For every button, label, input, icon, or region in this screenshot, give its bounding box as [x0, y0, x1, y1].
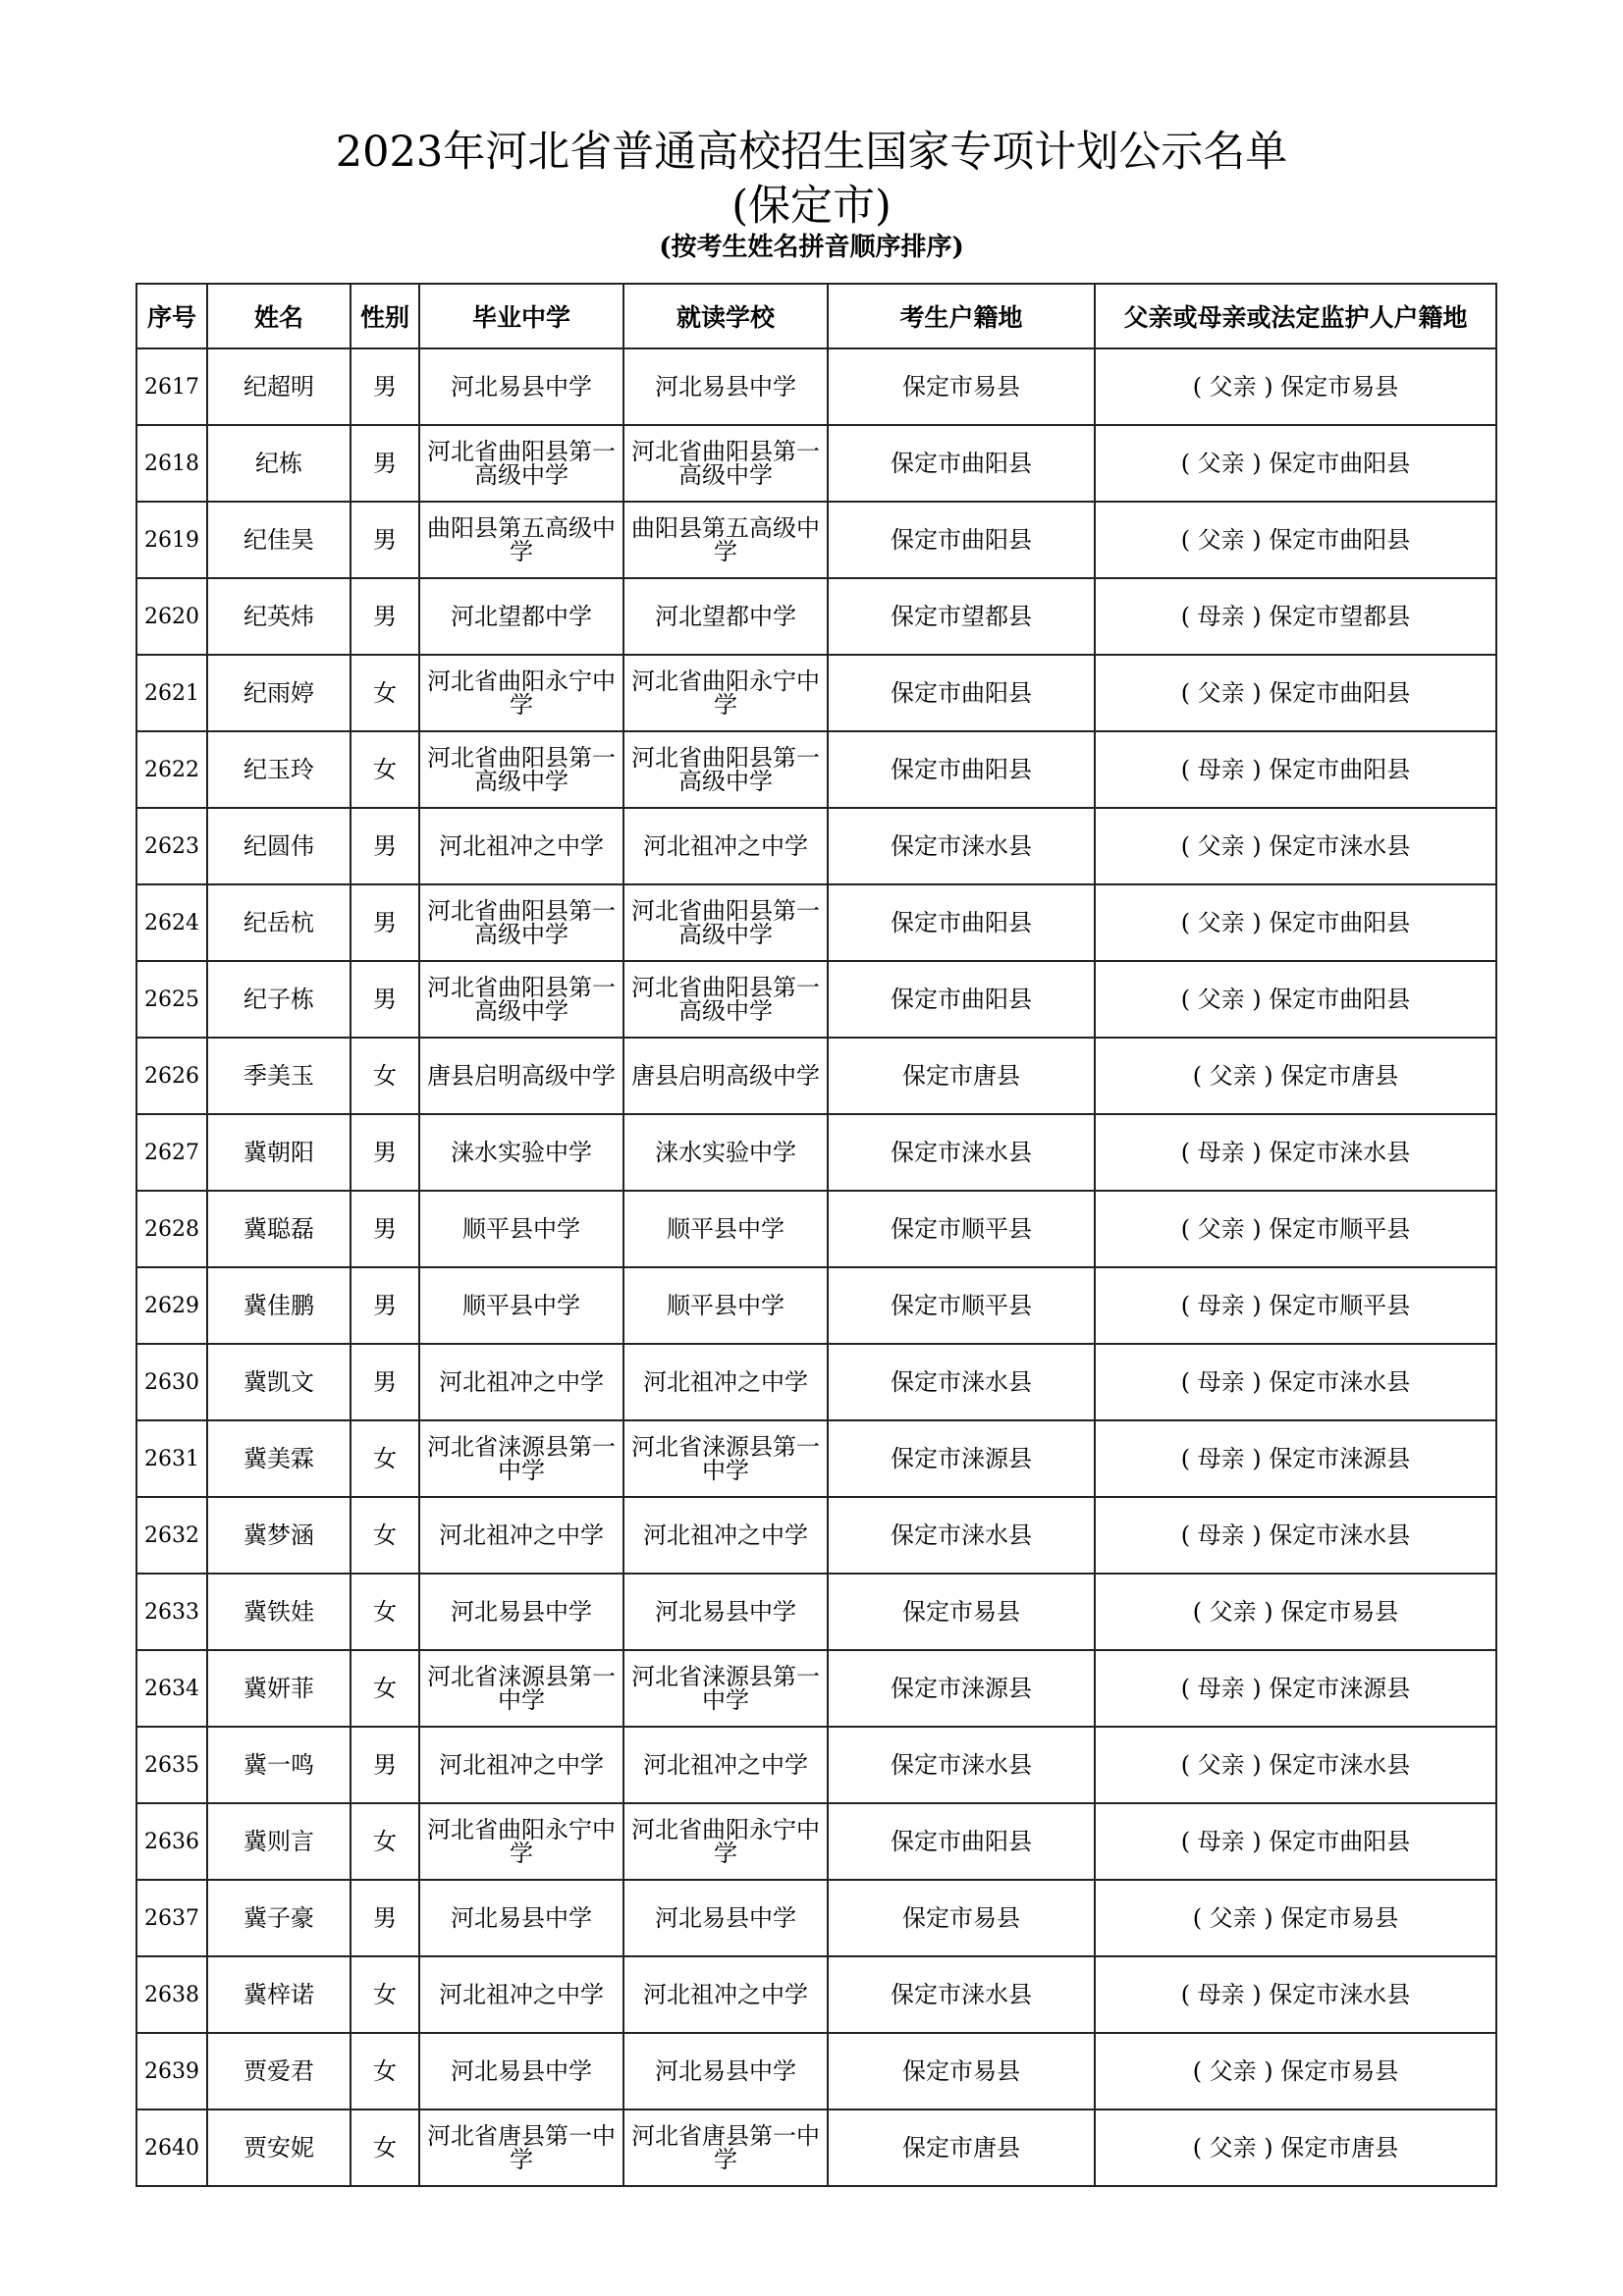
cell-gender: 女 — [351, 2109, 419, 2186]
cell-gender: 女 — [351, 731, 419, 808]
cell-name: 纪超明 — [207, 348, 351, 425]
cell-guardian-household: ( 父亲 ) 保定市易县 — [1095, 1574, 1496, 1650]
cell-student-household: 保定市易县 — [828, 1574, 1095, 1650]
cell-current-school: 河北祖冲之中学 — [623, 1956, 828, 2033]
cell-gender: 男 — [351, 884, 419, 961]
cell-current-school: 河北省唐县第一中学 — [623, 2109, 828, 2186]
cell-index: 2620 — [136, 578, 207, 655]
cell-current-school: 河北祖冲之中学 — [623, 1344, 828, 1420]
cell-name: 纪英炜 — [207, 578, 351, 655]
cell-index: 2640 — [136, 2109, 207, 2186]
table-row — [136, 1803, 1496, 1880]
cell-index: 2637 — [136, 1880, 207, 1956]
cell-index: 2628 — [136, 1191, 207, 1267]
cell-index: 2618 — [136, 425, 207, 502]
cell-student-household: 保定市曲阳县 — [828, 425, 1095, 502]
cell-guardian-household: ( 母亲 ) 保定市涞水县 — [1095, 1114, 1496, 1191]
table-row — [136, 1650, 1496, 1727]
cell-guardian-household: ( 父亲 ) 保定市易县 — [1095, 2033, 1496, 2109]
cell-student-household: 保定市唐县 — [828, 1038, 1095, 1114]
cell-guardian-household: ( 母亲 ) 保定市曲阳县 — [1095, 731, 1496, 808]
table-row — [136, 1574, 1496, 1650]
cell-current-school: 河北易县中学 — [623, 1880, 828, 1956]
cell-student-household: 保定市望都县 — [828, 578, 1095, 655]
cell-name: 季美玉 — [207, 1038, 351, 1114]
cell-student-household: 保定市顺平县 — [828, 1191, 1095, 1267]
cell-gender: 女 — [351, 1650, 419, 1727]
cell-graduation-school: 河北省曲阳县第一高级中学 — [419, 884, 623, 961]
cell-current-school: 河北祖冲之中学 — [623, 1727, 828, 1803]
cell-guardian-household: ( 父亲 ) 保定市曲阳县 — [1095, 884, 1496, 961]
cell-gender: 男 — [351, 502, 419, 578]
table-row — [136, 2109, 1496, 2186]
table-row — [136, 884, 1496, 961]
cell-graduation-school: 河北祖冲之中学 — [419, 1727, 623, 1803]
cell-index: 2626 — [136, 1038, 207, 1114]
cell-guardian-household: ( 父亲 ) 保定市易县 — [1095, 348, 1496, 425]
header-graduation-school: 毕业中学 — [419, 284, 623, 348]
cell-index: 2636 — [136, 1803, 207, 1880]
cell-guardian-household: ( 母亲 ) 保定市涞源县 — [1095, 1420, 1496, 1497]
table-row — [136, 961, 1496, 1038]
cell-student-household: 保定市涞水县 — [828, 1344, 1095, 1420]
cell-current-school: 河北望都中学 — [623, 578, 828, 655]
cell-graduation-school: 河北祖冲之中学 — [419, 808, 623, 884]
cell-graduation-school: 曲阳县第五高级中学 — [419, 502, 623, 578]
cell-index: 2635 — [136, 1727, 207, 1803]
cell-name: 冀聪磊 — [207, 1191, 351, 1267]
cell-index: 2623 — [136, 808, 207, 884]
cell-student-household: 保定市涞水县 — [828, 1727, 1095, 1803]
cell-gender: 男 — [351, 348, 419, 425]
table-body — [136, 348, 1496, 2186]
cell-student-household: 保定市曲阳县 — [828, 502, 1095, 578]
cell-student-household: 保定市唐县 — [828, 2109, 1095, 2186]
cell-current-school: 河北省曲阳县第一高级中学 — [623, 731, 828, 808]
cell-name: 冀梦涵 — [207, 1497, 351, 1574]
cell-gender: 女 — [351, 1497, 419, 1574]
cell-index: 2631 — [136, 1420, 207, 1497]
cell-name: 冀凯文 — [207, 1344, 351, 1420]
cell-guardian-household: ( 父亲 ) 保定市唐县 — [1095, 2109, 1496, 2186]
cell-name: 贾安妮 — [207, 2109, 351, 2186]
cell-guardian-household: ( 父亲 ) 保定市唐县 — [1095, 1038, 1496, 1114]
cell-student-household: 保定市易县 — [828, 1880, 1095, 1956]
cell-student-household: 保定市涞水县 — [828, 1956, 1095, 2033]
cell-index: 2622 — [136, 731, 207, 808]
cell-guardian-household: ( 父亲 ) 保定市曲阳县 — [1095, 655, 1496, 731]
cell-current-school: 河北易县中学 — [623, 348, 828, 425]
cell-guardian-household: ( 父亲 ) 保定市涞水县 — [1095, 808, 1496, 884]
cell-index: 2639 — [136, 2033, 207, 2109]
cell-gender: 男 — [351, 578, 419, 655]
cell-graduation-school: 河北祖冲之中学 — [419, 1344, 623, 1420]
cell-graduation-school: 河北易县中学 — [419, 1880, 623, 1956]
header-index: 序号 — [136, 284, 207, 348]
cell-graduation-school: 河北省曲阳县第一高级中学 — [419, 425, 623, 502]
cell-graduation-school: 河北省唐县第一中学 — [419, 2109, 623, 2186]
cell-guardian-household: ( 父亲 ) 保定市涞水县 — [1095, 1727, 1496, 1803]
cell-gender: 女 — [351, 1803, 419, 1880]
cell-index: 2627 — [136, 1114, 207, 1191]
cell-current-school: 河北省涞源县第一中学 — [623, 1650, 828, 1727]
cell-student-household: 保定市易县 — [828, 348, 1095, 425]
cell-name: 冀美霖 — [207, 1420, 351, 1497]
cell-current-school: 河北省曲阳县第一高级中学 — [623, 961, 828, 1038]
table-row — [136, 2033, 1496, 2109]
cell-guardian-household: ( 母亲 ) 保定市涞水县 — [1095, 1344, 1496, 1420]
cell-current-school: 河北省曲阳县第一高级中学 — [623, 884, 828, 961]
cell-gender: 男 — [351, 1727, 419, 1803]
cell-guardian-household: ( 父亲 ) 保定市曲阳县 — [1095, 961, 1496, 1038]
cell-gender: 男 — [351, 1267, 419, 1344]
cell-gender: 男 — [351, 1114, 419, 1191]
table-row — [136, 1727, 1496, 1803]
cell-gender: 女 — [351, 655, 419, 731]
cell-current-school: 唐县启明高级中学 — [623, 1038, 828, 1114]
cell-guardian-household: ( 母亲 ) 保定市涞水县 — [1095, 1497, 1496, 1574]
table-row — [136, 1880, 1496, 1956]
cell-name: 冀子豪 — [207, 1880, 351, 1956]
cell-gender: 女 — [351, 1038, 419, 1114]
cell-student-household: 保定市曲阳县 — [828, 1803, 1095, 1880]
cell-current-school: 顺平县中学 — [623, 1191, 828, 1267]
table-row — [136, 1956, 1496, 2033]
cell-guardian-household: ( 母亲 ) 保定市望都县 — [1095, 578, 1496, 655]
cell-current-school: 河北省曲阳县第一高级中学 — [623, 425, 828, 502]
cell-gender: 女 — [351, 1956, 419, 2033]
table-row — [136, 1038, 1496, 1114]
cell-name: 纪雨婷 — [207, 655, 351, 731]
table-row — [136, 731, 1496, 808]
cell-name: 冀铁娃 — [207, 1574, 351, 1650]
header-gender: 性别 — [351, 284, 419, 348]
cell-current-school: 河北省曲阳永宁中学 — [623, 1803, 828, 1880]
table-row — [136, 1191, 1496, 1267]
cell-graduation-school: 河北省曲阳永宁中学 — [419, 655, 623, 731]
cell-index: 2617 — [136, 348, 207, 425]
cell-gender: 男 — [351, 1191, 419, 1267]
cell-current-school: 河北祖冲之中学 — [623, 808, 828, 884]
cell-gender: 女 — [351, 1574, 419, 1650]
cell-current-school: 河北易县中学 — [623, 1574, 828, 1650]
cell-current-school: 顺平县中学 — [623, 1267, 828, 1344]
cell-student-household: 保定市涞源县 — [828, 1420, 1095, 1497]
cell-student-household: 保定市顺平县 — [828, 1267, 1095, 1344]
cell-gender: 男 — [351, 425, 419, 502]
cell-current-school: 河北省曲阳永宁中学 — [623, 655, 828, 731]
cell-graduation-school: 河北易县中学 — [419, 2033, 623, 2109]
cell-current-school: 河北省涞源县第一中学 — [623, 1420, 828, 1497]
cell-name: 纪子栋 — [207, 961, 351, 1038]
cell-graduation-school: 顺平县中学 — [419, 1191, 623, 1267]
cell-guardian-household: ( 母亲 ) 保定市顺平县 — [1095, 1267, 1496, 1344]
cell-index: 2633 — [136, 1574, 207, 1650]
document-subtitle: (保定市) — [731, 182, 892, 231]
cell-index: 2634 — [136, 1650, 207, 1727]
cell-student-household: 保定市涞水县 — [828, 1114, 1095, 1191]
cell-graduation-school: 河北省涞源县第一中学 — [419, 1650, 623, 1727]
table-row — [136, 1114, 1496, 1191]
table-row — [136, 1344, 1496, 1420]
table-row — [136, 425, 1496, 502]
table-row — [136, 1497, 1496, 1574]
cell-name: 纪圆伟 — [207, 808, 351, 884]
cell-name: 冀朝阳 — [207, 1114, 351, 1191]
cell-student-household: 保定市涞水县 — [828, 808, 1095, 884]
cell-student-household: 保定市涞水县 — [828, 1497, 1095, 1574]
cell-index: 2624 — [136, 884, 207, 961]
cell-gender: 女 — [351, 2033, 419, 2109]
table-row — [136, 348, 1496, 425]
cell-current-school: 河北祖冲之中学 — [623, 1497, 828, 1574]
cell-graduation-school: 河北省曲阳永宁中学 — [419, 1803, 623, 1880]
table-row — [136, 502, 1496, 578]
header-current-school: 就读学校 — [623, 284, 828, 348]
cell-student-household: 保定市曲阳县 — [828, 884, 1095, 961]
cell-graduation-school: 河北易县中学 — [419, 1574, 623, 1650]
cell-graduation-school: 顺平县中学 — [419, 1267, 623, 1344]
cell-graduation-school: 河北省涞源县第一中学 — [419, 1420, 623, 1497]
cell-guardian-household: ( 母亲 ) 保定市涞水县 — [1095, 1956, 1496, 2033]
cell-graduation-school: 河北易县中学 — [419, 348, 623, 425]
roster-table — [135, 283, 1497, 2187]
cell-index: 2619 — [136, 502, 207, 578]
cell-current-school: 曲阳县第五高级中学 — [623, 502, 828, 578]
cell-name: 冀梓诺 — [207, 1956, 351, 2033]
cell-name: 纪玉玲 — [207, 731, 351, 808]
cell-graduation-school: 涞水实验中学 — [419, 1114, 623, 1191]
cell-index: 2625 — [136, 961, 207, 1038]
table-row — [136, 1267, 1496, 1344]
cell-name: 冀佳鹏 — [207, 1267, 351, 1344]
table-row — [136, 1420, 1496, 1497]
cell-name: 纪栋 — [207, 425, 351, 502]
cell-graduation-school: 河北祖冲之中学 — [419, 1497, 623, 1574]
cell-student-household: 保定市曲阳县 — [828, 655, 1095, 731]
cell-student-household: 保定市涞源县 — [828, 1650, 1095, 1727]
cell-graduation-school: 河北省曲阳县第一高级中学 — [419, 961, 623, 1038]
cell-student-household: 保定市易县 — [828, 2033, 1095, 2109]
header-guardian-household: 父亲或母亲或法定监护人户籍地 — [1095, 284, 1496, 348]
cell-current-school: 河北易县中学 — [623, 2033, 828, 2109]
cell-index: 2630 — [136, 1344, 207, 1420]
table-row — [136, 655, 1496, 731]
cell-gender: 女 — [351, 1420, 419, 1497]
document-title: 2023年河北省普通高校招生国家专项计划公示名单 — [335, 128, 1288, 177]
cell-name: 纪岳杭 — [207, 884, 351, 961]
header-name: 姓名 — [207, 284, 351, 348]
table-row — [136, 578, 1496, 655]
cell-index: 2638 — [136, 1956, 207, 2033]
cell-student-household: 保定市曲阳县 — [828, 961, 1095, 1038]
table-row — [136, 808, 1496, 884]
sort-note: (按考生姓名拼音顺序排序) — [659, 233, 964, 262]
cell-gender: 男 — [351, 1344, 419, 1420]
table-header-row — [136, 284, 1496, 348]
cell-name: 贾爱君 — [207, 2033, 351, 2109]
cell-name: 纪佳昊 — [207, 502, 351, 578]
cell-index: 2621 — [136, 655, 207, 731]
cell-guardian-household: ( 母亲 ) 保定市曲阳县 — [1095, 1803, 1496, 1880]
cell-current-school: 涞水实验中学 — [623, 1114, 828, 1191]
cell-guardian-household: ( 父亲 ) 保定市顺平县 — [1095, 1191, 1496, 1267]
cell-graduation-school: 唐县启明高级中学 — [419, 1038, 623, 1114]
cell-gender: 男 — [351, 808, 419, 884]
cell-gender: 男 — [351, 1880, 419, 1956]
cell-graduation-school: 河北省曲阳县第一高级中学 — [419, 731, 623, 808]
cell-guardian-household: ( 父亲 ) 保定市曲阳县 — [1095, 425, 1496, 502]
cell-name: 冀则言 — [207, 1803, 351, 1880]
cell-guardian-household: ( 父亲 ) 保定市曲阳县 — [1095, 502, 1496, 578]
cell-guardian-household: ( 母亲 ) 保定市涞源县 — [1095, 1650, 1496, 1727]
cell-student-household: 保定市曲阳县 — [828, 731, 1095, 808]
cell-graduation-school: 河北望都中学 — [419, 578, 623, 655]
cell-gender: 男 — [351, 961, 419, 1038]
cell-name: 冀一鸣 — [207, 1727, 351, 1803]
cell-guardian-household: ( 父亲 ) 保定市易县 — [1095, 1880, 1496, 1956]
cell-index: 2632 — [136, 1497, 207, 1574]
cell-index: 2629 — [136, 1267, 207, 1344]
header-student-household: 考生户籍地 — [828, 284, 1095, 348]
cell-graduation-school: 河北祖冲之中学 — [419, 1956, 623, 2033]
cell-name: 冀妍菲 — [207, 1650, 351, 1727]
